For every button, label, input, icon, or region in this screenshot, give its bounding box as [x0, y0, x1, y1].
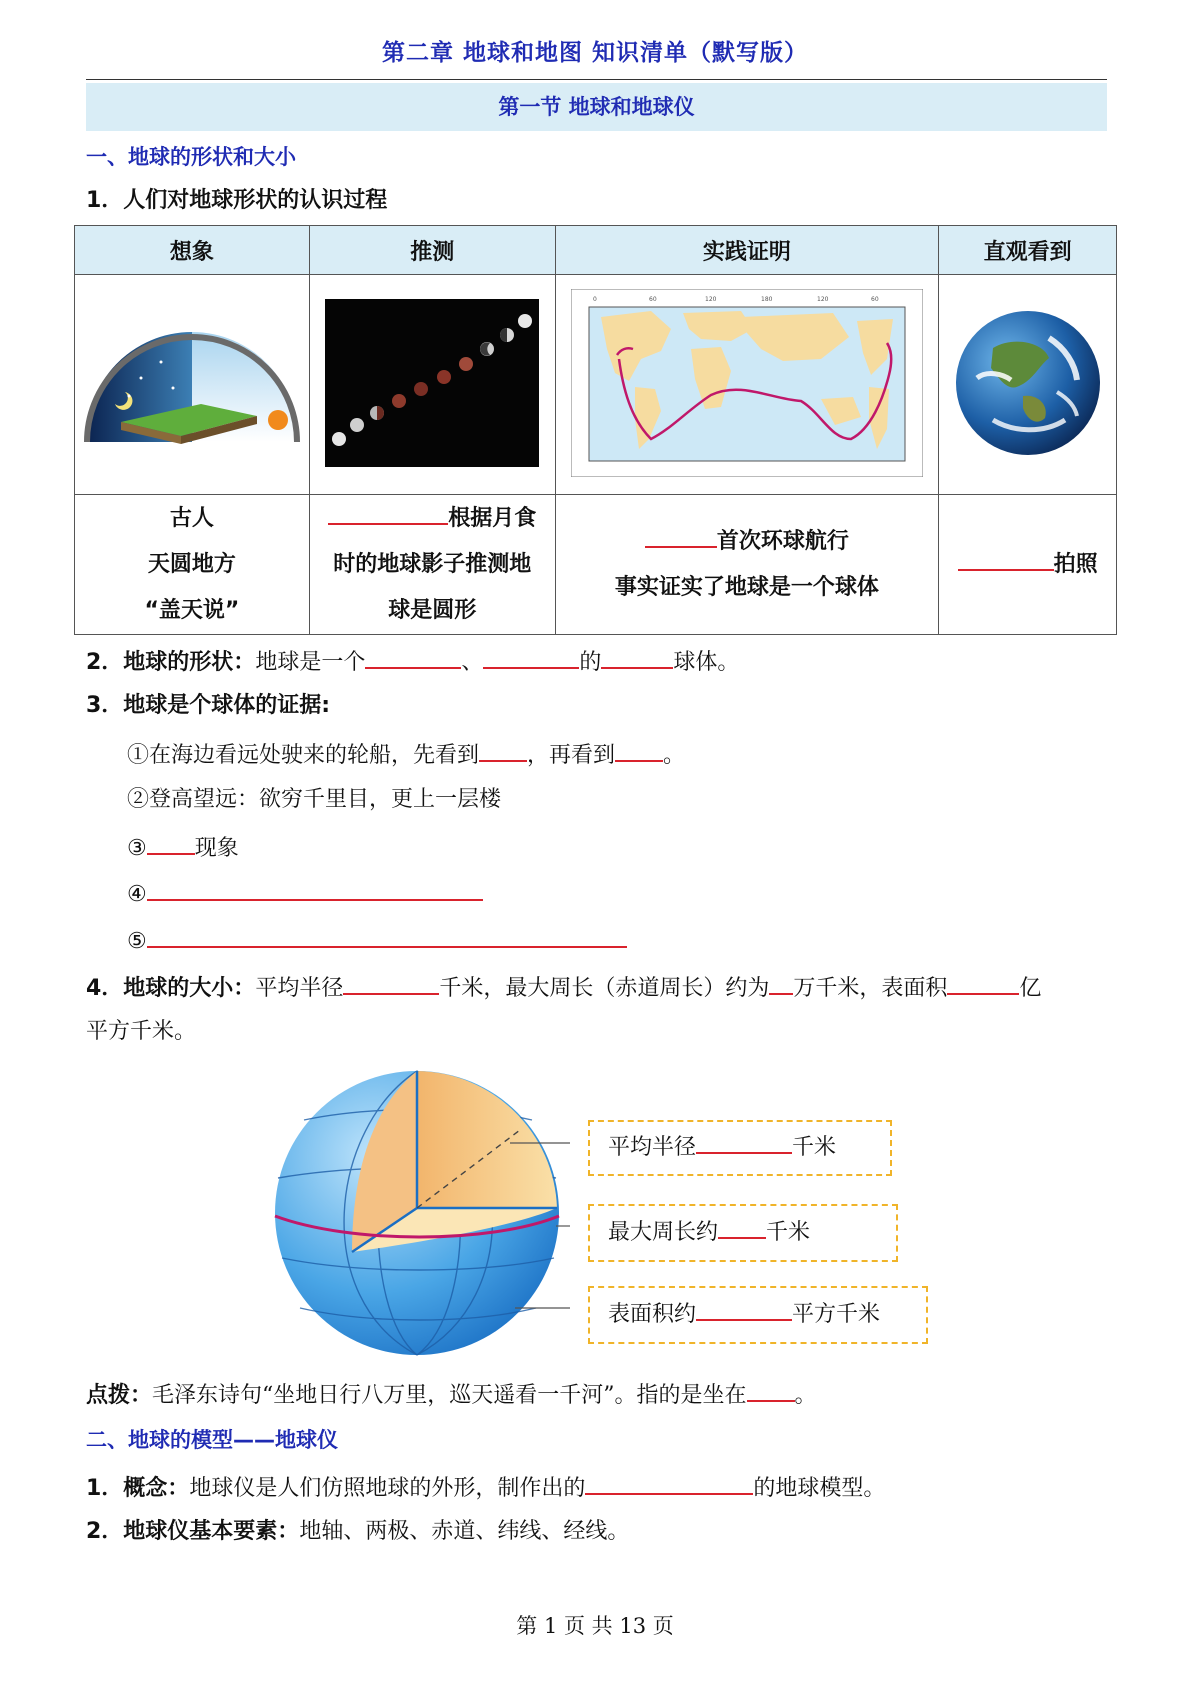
table-header-row	[75, 226, 1117, 275]
document-title: 第二章 地球和地图 知识清单（默写版）	[381, 40, 808, 66]
item3-label: 3．地球是个球体的证据:	[86, 693, 331, 718]
infer-text-cell	[309, 495, 555, 635]
earth-photo-cell	[939, 275, 1117, 495]
answer-blank[interactable]	[483, 645, 579, 669]
answer-blank[interactable]	[147, 924, 627, 948]
item2-text-b: 的	[579, 650, 602, 675]
item4-text-d: 亿	[1019, 976, 1042, 1001]
answer-blank[interactable]	[645, 524, 717, 548]
item4-line-2: 平方千米。	[86, 1019, 197, 1044]
concept-text-a: 地球仪是人们仿照地球的外形，制作出的	[189, 1476, 586, 1501]
item1-label: 1．人们对地球形状的认识过程	[86, 188, 388, 213]
ev1-text-b: ，再看到	[527, 743, 616, 768]
ev3-number: ③	[127, 836, 147, 861]
ev3-text: 现象	[194, 836, 239, 861]
answer-blank[interactable]	[365, 645, 461, 669]
imagine-text-cell	[75, 495, 310, 635]
ancients-text: 古人	[169, 505, 214, 531]
item4-line	[86, 971, 1041, 1004]
answer-blank[interactable]	[747, 1378, 795, 1402]
item2-line	[86, 645, 739, 678]
item2-text-a: 地球是一个	[255, 650, 366, 675]
elements-text: 地轴、两极、赤道、纬线、经线。	[299, 1519, 630, 1544]
tip-label: 点拨：	[86, 1383, 153, 1408]
svg-text:60: 60	[648, 295, 657, 303]
answer-blank[interactable]	[147, 831, 195, 855]
page-number: 第 1 页 共 13 页	[516, 1614, 674, 1638]
item4-text-c: 万千米，表面积	[793, 976, 948, 1001]
see-line-1-text: 拍照	[1053, 551, 1098, 577]
header-practice: 实践证明	[555, 226, 939, 275]
answer-blank[interactable]	[343, 971, 439, 995]
see-line-1	[939, 542, 1116, 588]
dome-sky-illustration	[81, 318, 303, 448]
tip-line	[86, 1378, 817, 1411]
practice-line-1	[556, 519, 939, 565]
answer-blank[interactable]	[328, 501, 448, 525]
answer-blank[interactable]	[947, 971, 1019, 995]
concept-text-b: 的地球模型。	[753, 1476, 886, 1501]
earth-shape-table	[74, 225, 1117, 635]
magellan-voyage-map	[571, 289, 923, 477]
practice-line-2: 事实证实了地球是一个球体	[614, 574, 879, 600]
practice-line-1-text: 首次环球航行	[716, 528, 849, 554]
ev4-number: ④	[127, 882, 147, 907]
evidence-5	[127, 924, 627, 957]
circumnavigation-map-cell	[555, 275, 939, 495]
infer-line-2: 时的地球影子推测地	[333, 551, 532, 577]
round-sky-square-earth-text: 天圆地方	[147, 551, 236, 577]
elements-label: 2．地球仪基本要素：	[86, 1519, 300, 1544]
infer-line-1	[310, 496, 555, 542]
imagine-image-cell	[75, 275, 310, 495]
area-label-b: 平方千米	[792, 1302, 881, 1327]
item2-label: 2．地球的形状：	[86, 650, 256, 675]
evidence-1	[127, 738, 685, 771]
area-label-box	[588, 1286, 928, 1344]
radius-label-box	[588, 1120, 892, 1176]
header-imagine: 想象	[75, 226, 310, 275]
ev1-text-c: 。	[663, 743, 686, 768]
practice-text-cell	[555, 495, 939, 635]
answer-blank[interactable]	[615, 738, 663, 762]
answer-blank[interactable]	[147, 877, 483, 901]
globe-elements-line	[86, 1517, 629, 1547]
answer-blank[interactable]	[601, 645, 673, 669]
item2-sep: 、	[461, 650, 484, 675]
title-divider	[86, 79, 1107, 80]
radius-label-a: 平均半径	[608, 1135, 697, 1160]
evidence-3	[127, 831, 239, 864]
table-image-row	[75, 275, 1117, 495]
concept-label: 1．概念：	[86, 1476, 190, 1501]
answer-blank[interactable]	[958, 547, 1054, 571]
lunar-eclipse-sequence-image	[325, 299, 539, 467]
answer-blank[interactable]	[479, 738, 527, 762]
item4-text-a: 平均半径	[255, 976, 344, 1001]
svg-text:120: 120	[704, 295, 717, 303]
circ-label-a: 最大周长约	[608, 1220, 719, 1245]
answer-blank[interactable]	[769, 971, 793, 995]
lunar-eclipse-image-cell	[309, 275, 555, 495]
area-label-a: 表面积约	[608, 1302, 697, 1327]
answer-blank[interactable]	[585, 1471, 753, 1495]
radius-label-b: 千米	[792, 1135, 837, 1160]
gaitian-theory-text: “盖天说”	[144, 597, 240, 623]
svg-text:120: 120	[816, 295, 829, 303]
earth-from-space-image	[953, 308, 1103, 458]
infer-line-1-text: 根据月食	[448, 505, 537, 531]
svg-text:60: 60	[870, 295, 879, 303]
circ-label-b: 千米	[766, 1220, 811, 1245]
earth-cutaway-globe	[270, 1068, 570, 1358]
item4-text-b: 千米，最大周长（赤道周长）约为	[439, 976, 770, 1001]
answer-blank[interactable]	[696, 1297, 792, 1321]
part2-heading: 二、地球的模型——地球仪	[86, 1428, 338, 1452]
see-text-cell	[939, 495, 1117, 635]
ev1-text-a: ①在海边看远处驶来的轮船，先看到	[127, 743, 480, 768]
item2-text-end: 球体。	[673, 650, 740, 675]
item4-label: 4．地球的大小：	[86, 976, 256, 1001]
evidence-2: ②登高望远：欲穷千里目，更上一层楼	[127, 787, 502, 812]
svg-text:0: 0	[592, 295, 597, 303]
circumference-label-box	[588, 1204, 898, 1262]
tip-text: 毛泽东诗句“坐地日行八万里，巡天遥看一千河”。指的是坐在	[152, 1383, 747, 1408]
header-infer: 推测	[309, 226, 555, 275]
header-see: 直观看到	[939, 226, 1117, 275]
table-text-row	[75, 495, 1117, 635]
evidence-4	[127, 877, 483, 910]
answer-blank[interactable]	[718, 1215, 766, 1239]
section-title: 第一节 地球和地球仪	[86, 83, 1107, 131]
answer-blank[interactable]	[696, 1130, 792, 1154]
infer-line-3: 球是圆形	[388, 597, 477, 623]
part1-heading: 一、地球的形状和大小	[86, 145, 296, 169]
svg-text:180: 180	[760, 295, 773, 303]
globe-concept-line	[86, 1471, 885, 1504]
tip-end: 。	[794, 1383, 817, 1408]
ev5-number: ⑤	[127, 929, 147, 954]
